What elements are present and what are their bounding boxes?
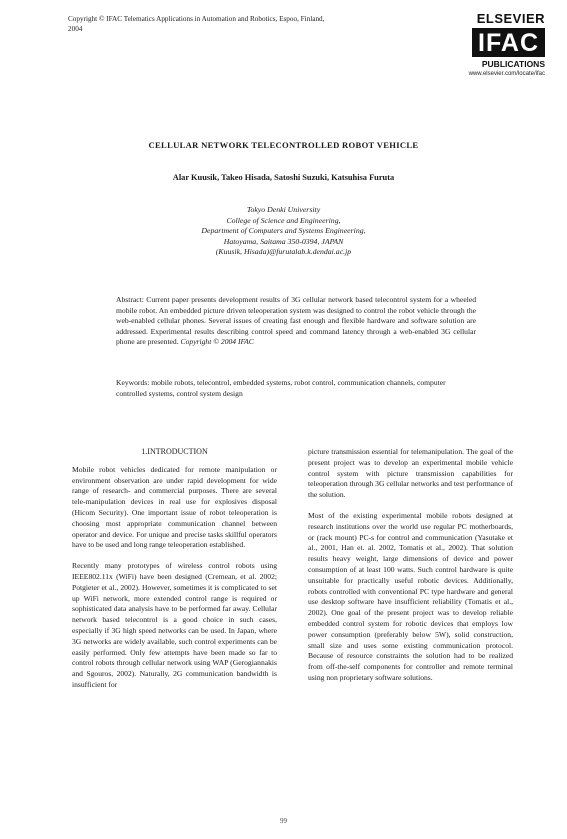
paper-title: CELLULAR NETWORK TELECONTROLLED ROBOT VEHICLE [148,140,419,150]
page-number: 99 [280,817,287,825]
abstract-copyright: Copyright © 2004 IFAC [180,337,254,347]
abstract-text: Abstract: Current paper presents development results of 3G cellular network based telecontrol system for a wheeled mobile robot. An embedded picture driven teleoperation system was designed to control the robot vehicle through the web-enabled cellular phones. Several issues of creating fast enough and flexible hardware and software solution are addressed. Experimental results describing control speed and command latency through a web-enabled 3G cellular phone are presented. [116,295,476,347]
paragraph: Recently many prototypes of wireless control robots using IEEE802.11x (WiFi) have been designed (Cremean, et al. 2002; Potgieter et al., 2002). However, sometimes it is complicated to set up WiFi network, more extended control range is required or sophisticated data analysis have to be performed far away. Cellular network based telecontrol is a good choice in such cases, especially if 3G high speed networks can be used. In Japan, where 3G networks are widely available, such control experiments can be easily performed. Only few attempts have been made so far to control robots through cellular network using WAP (Gerogiannakis and Sgouros, 2002). Naturally, 2G communication bandwidth is insufficient for [72,561,277,689]
affiliation [0,205,567,258]
affiliation-email: (Kuusik, Hisada)@furutalab.k.dendai.ac.jp [215,247,352,257]
affiliation-university: Tokyo Denki University [246,205,321,214]
right-column [308,447,513,694]
author-list: Alar Kuusik, Takeo Hisada, Satoshi Suzuki, Katsuhisa Furuta [172,173,395,182]
publisher-url: www.elsevier.com/locate/ifac [468,71,545,77]
copyright-notice: Copyright © IFAC Telematics Applications in Automation and Robotics, Espoo, Finland, 2004 [68,15,325,33]
elsevier-wordmark: ELSEVIER [476,11,545,26]
paragraph: Most of the existing experimental mobile robots designed at research institutions over the world use regular PC motherboards, or (rack mount) PC-s for control and communication (Yasutake et al., 2001, Han et. al. 2002, Tomatis et al., 2002). That solution results heavy weight, large dimensions of device and power consumption of at least 100 watts. Such control hardware is quite unsuitable for practically useful robotic devices. Additionally, robots controlled with conventional PC type hardware and general use desktop software have insufficient reliability (Tomatis et al., 2002). One goal of the present project was to develop reliable embedded control system for robotic devices that employs low power consumption (preferably below 5W), solid construction, small size and uses some existing communication protocol. Because of resource constraints the solution had to be realized from off-the-self components for controller and remote terminal using non proprietary software solutions. [308,510,513,682]
keywords: Keywords: mobile robots, telecontrol, embedded systems, robot control, communication channels, computer controlled systems, control system design [116,378,446,398]
publisher-logo [415,12,545,79]
publications-label: PUBLICATIONS [481,59,545,69]
abstract [116,295,476,348]
paragraph: Mobile robot vehicles dedicated for remote manipulation or environment observation are under rapid development for wide range of research- and commercial purposes. There are several tele-manipulation devices in real use for explosives disposal (Hicom Security). One important issue of robot teleoperation is choosing most appropriate communication channel between operator and device. For unique and precise tasks skillful operators have to be used and long range teleoperation established. [72,464,277,550]
affiliation-department: Department of Computers and Systems Engineering, [201,226,366,236]
section-heading: 1.INTRODUCTION [141,447,208,456]
affiliation-address: Hatoyama, Saitama 350-0394, JAPAN [223,236,344,246]
affiliation-college: College of Science and Engineering, [226,215,341,225]
left-column [72,447,277,701]
ifac-logo: IFAC [472,28,545,57]
paragraph: picture transmission essential for telemanipulation. The goal of the present project was to develop an experimental mobile vehicle control system with picture transmission capabilities for teleoperation through 3G cellular networks and test performance of the solution. [308,447,513,500]
